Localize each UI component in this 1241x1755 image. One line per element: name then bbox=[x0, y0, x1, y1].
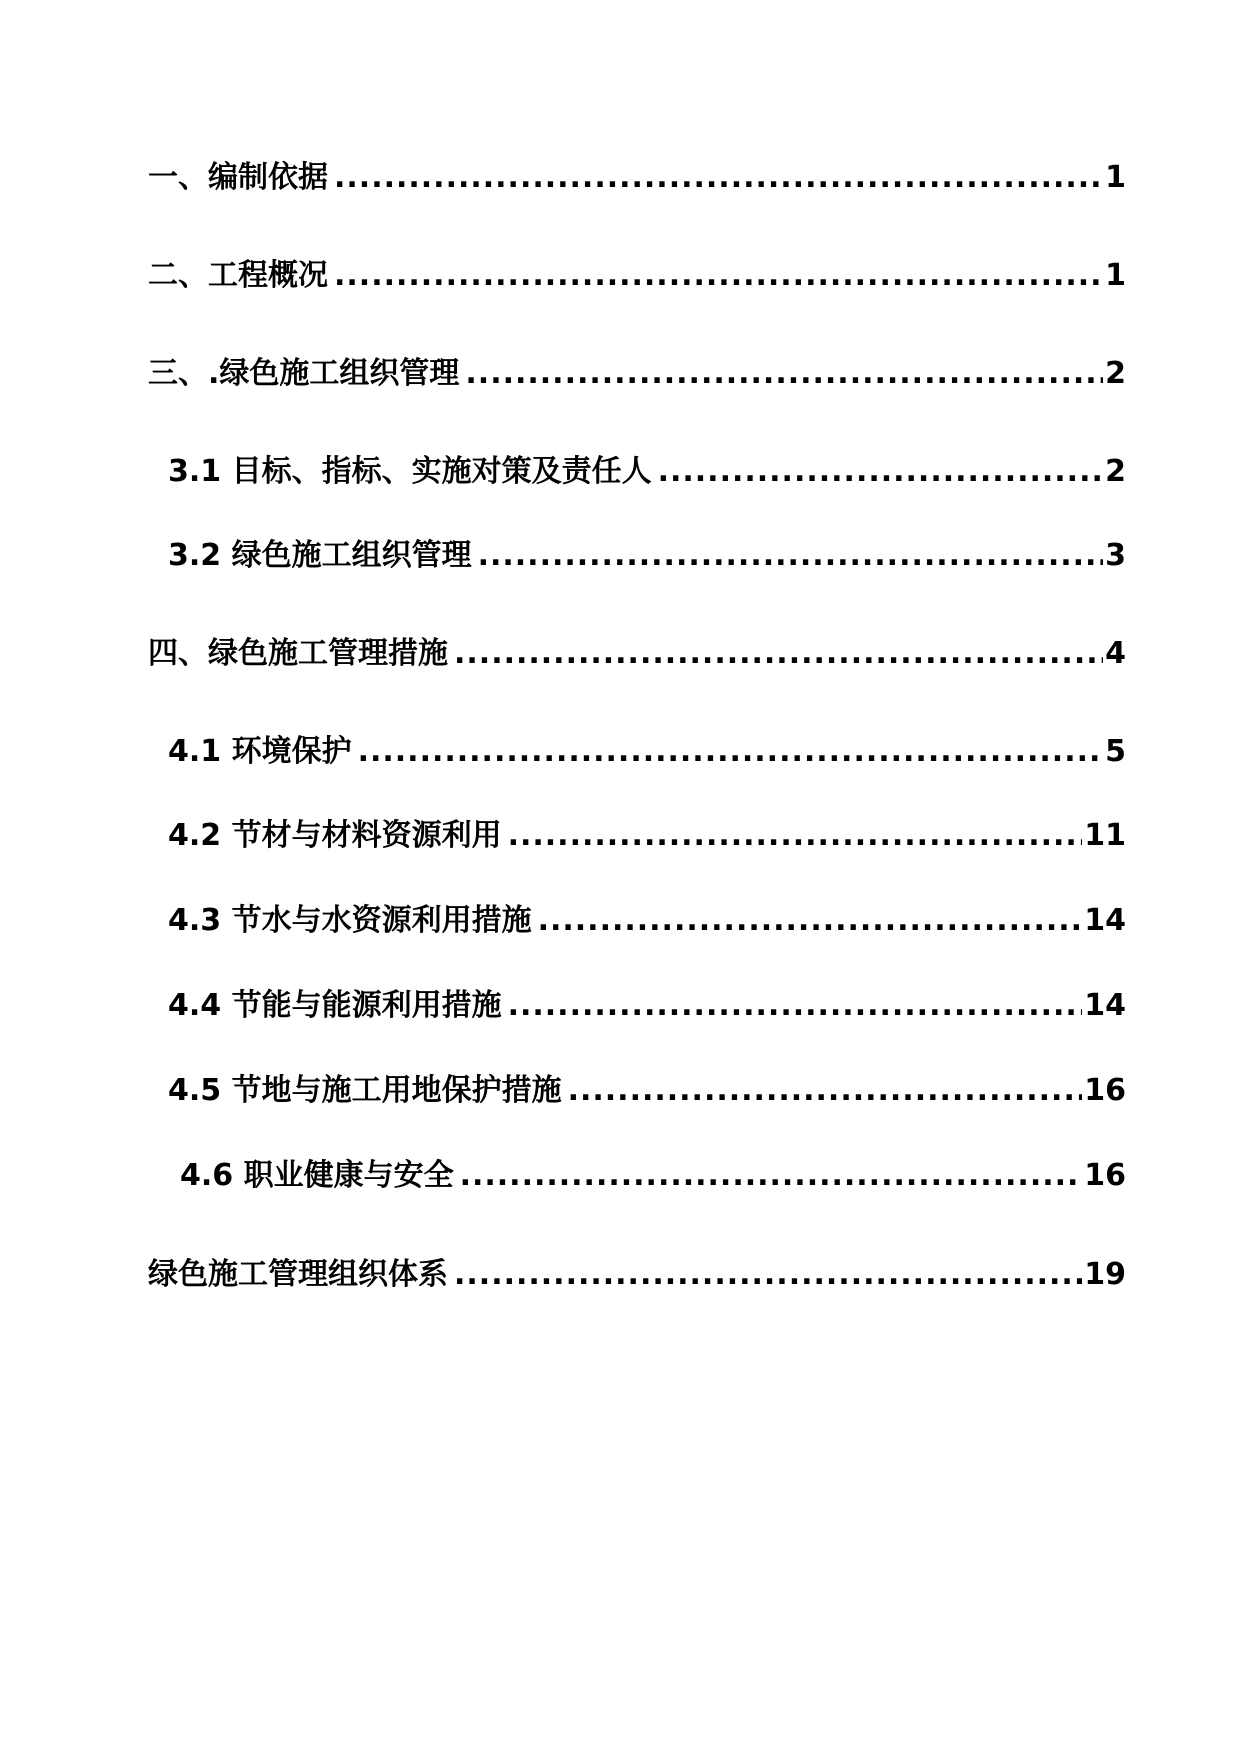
toc-page-number: 11 bbox=[1084, 818, 1126, 853]
toc-page-number: 16 bbox=[1084, 1158, 1126, 1193]
toc-entry[interactable] bbox=[168, 1071, 1126, 1111]
toc-dot-leader bbox=[478, 536, 1104, 576]
toc-entry-label: 4.1 环境保护 bbox=[168, 734, 352, 769]
toc-dot-leader bbox=[508, 816, 1083, 856]
toc-entry[interactable] bbox=[168, 536, 1126, 576]
toc-entry-label: 4.2 节材与材料资源利用 bbox=[168, 818, 502, 853]
toc-dot-leader bbox=[454, 1255, 1082, 1295]
toc-entry-label: 4.3 节水与水资源利用措施 bbox=[168, 903, 532, 938]
toc-entry[interactable] bbox=[168, 986, 1126, 1026]
toc-dot-leader bbox=[465, 354, 1103, 394]
toc-page-number: 2 bbox=[1105, 454, 1126, 489]
toc-entry[interactable] bbox=[148, 1255, 1126, 1295]
toc-entry[interactable] bbox=[148, 158, 1126, 198]
toc-page-number: 1 bbox=[1105, 258, 1126, 293]
toc-page-number: 14 bbox=[1084, 988, 1126, 1023]
toc-entry[interactable] bbox=[180, 1156, 1126, 1196]
toc-entry[interactable] bbox=[168, 816, 1126, 856]
toc-page-number: 2 bbox=[1105, 356, 1126, 391]
toc-entry[interactable] bbox=[148, 634, 1126, 674]
toc-dot-leader bbox=[508, 986, 1083, 1026]
toc-page-number: 14 bbox=[1084, 903, 1126, 938]
toc-page-number: 19 bbox=[1084, 1257, 1126, 1292]
toc-entry-label: 4.4 节能与能源利用措施 bbox=[168, 988, 502, 1023]
toc-entry-label: 四、绿色施工管理措施 bbox=[148, 636, 448, 671]
toc-entry[interactable] bbox=[168, 452, 1126, 492]
toc-page-number: 16 bbox=[1084, 1073, 1126, 1108]
toc-entry-label: 4.6 职业健康与安全 bbox=[180, 1158, 454, 1193]
toc-dot-leader bbox=[334, 256, 1103, 296]
toc-dot-leader bbox=[568, 1071, 1083, 1111]
toc-entry-label: 3.1 目标、指标、实施对策及责任人 bbox=[168, 454, 652, 489]
toc-dot-leader bbox=[538, 901, 1083, 941]
toc-entry[interactable] bbox=[168, 901, 1126, 941]
toc-dot-leader bbox=[358, 732, 1104, 772]
toc-entry[interactable] bbox=[148, 354, 1126, 394]
toc-page-number: 1 bbox=[1105, 160, 1126, 195]
toc-entry-label: 4.5 节地与施工用地保护措施 bbox=[168, 1073, 562, 1108]
toc-dot-leader bbox=[454, 634, 1103, 674]
toc-dot-leader bbox=[658, 452, 1104, 492]
toc-entry[interactable] bbox=[148, 256, 1126, 296]
toc-page-number: 5 bbox=[1105, 734, 1126, 769]
toc-entry-label: 三、.绿色施工组织管理 bbox=[148, 356, 460, 391]
toc-entry-label: 二、工程概况 bbox=[148, 258, 328, 293]
toc-entry-label: 绿色施工管理组织体系 bbox=[148, 1257, 448, 1292]
toc-entry-label: 3.2 绿色施工组织管理 bbox=[168, 538, 472, 573]
toc-dot-leader bbox=[460, 1156, 1083, 1196]
toc-page-number: 4 bbox=[1105, 636, 1126, 671]
toc-entry-label: 一、编制依据 bbox=[148, 160, 328, 195]
toc-dot-leader bbox=[334, 158, 1103, 198]
toc-entry[interactable] bbox=[168, 732, 1126, 772]
toc-page-number: 3 bbox=[1105, 538, 1126, 573]
